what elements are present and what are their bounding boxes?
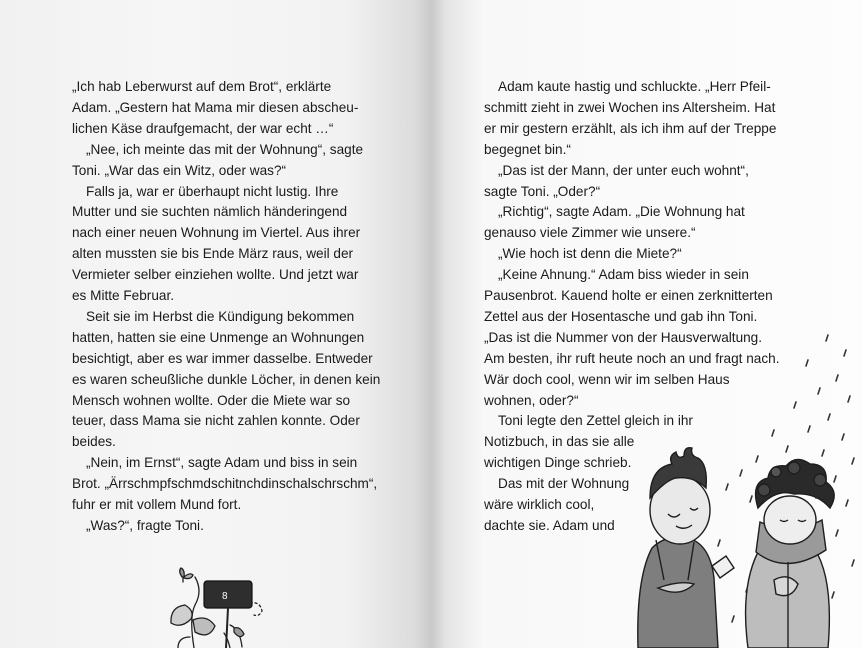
text-line: schmitt zieht in zwei Wochen ins Altersheim. Hat (484, 99, 776, 115)
page-number: 8 (222, 591, 228, 602)
text-line: alten mussten sie bis Ende März raus, weil der (72, 246, 354, 262)
text-line: teuer, dass Mama sie nicht zahlen konnte. Oder (72, 413, 360, 429)
text-line: begegnet bin.“ (484, 141, 571, 157)
text-line: „Was?“, fragte Toni. (86, 517, 204, 533)
page-number-sign (204, 581, 252, 608)
text-line: er mir gestern erzählt, als ich ihm auf der Treppe (484, 120, 777, 136)
text-line: Brot. „Ärrschmpfschmdschitnchdinschalschrschm“, (72, 476, 378, 492)
text-line: Pausenbrot. Kauend holte er einen zerknitterten (484, 288, 773, 303)
adam-toni-rain-illustration (598, 330, 863, 648)
text-line: hatten, hatten sie eine Unmenge an Wohnungen (72, 329, 365, 345)
text-line: Am besten, ihr ruft heute noch an und fragt nach. (484, 350, 780, 366)
text-line: wohnen, oder?“ (484, 392, 579, 408)
adam-figure (638, 448, 734, 648)
text-line: Falls ja, war er überhaupt nicht lustig. Ihre (86, 183, 339, 199)
text-line: „Richtig“, sagte Adam. „Die Wohnung hat (498, 204, 745, 220)
text-line: Vermieter selber einziehen wollte. Und jetzt war (72, 267, 359, 283)
text-line: Toni legte den Zettel gleich in ihr (498, 413, 693, 429)
text-line: Das mit der Wohnung (498, 476, 630, 492)
text-line: genauso viele Zimmer wie unsere.“ (484, 225, 696, 241)
text-line: Mensch wohnen wollte. Oder die Miete war so (72, 392, 351, 408)
text-line: „Wie hoch ist denn die Miete?“ (498, 246, 682, 262)
text-line: dachte sie. Adam und (484, 517, 615, 533)
text-line: Wär doch cool, wenn wir im selben Haus (484, 371, 730, 387)
text-line: Adam kaute hastig und schluckte. „Herr Pfeil- (498, 79, 771, 94)
text-line: wichtigen Dinge schrieb. (484, 455, 632, 471)
text-line: „Nee, ich meinte das mit der Wohnung“, sagte (86, 141, 364, 157)
text-line: „Das ist der Mann, der unter euch wohnt“, (498, 162, 749, 178)
text-line: Seit sie im Herbst die Kündigung bekommen (86, 308, 355, 324)
text-line: sagte Toni. „Oder?“ (484, 183, 601, 199)
text-line: „Keine Ahnung.“ Adam biss wieder in sein (498, 267, 749, 283)
text-line: „Nein, im Ernst“, sagte Adam und biss in sein (86, 455, 358, 471)
text-line: beides. (72, 434, 116, 450)
plant-sign-illustration (160, 565, 280, 648)
text-line: Zettel aus der Hosentasche und gab ihn Toni. (484, 308, 758, 324)
text-line: Toni. „War das ein Witz, oder was?“ (72, 162, 287, 178)
text-line: Mutter und sie suchten nämlich händeringend (72, 204, 348, 220)
text-line: fuhr er mit vollem Mund fort. (72, 497, 242, 512)
text-line: besichtigt, aber es war immer dasselbe. Entweder (72, 350, 373, 366)
text-line: „Das ist die Nummer von der Hausverwaltung. (484, 329, 763, 345)
text-line: es waren scheußliche dunkle Löcher, in denen kein (72, 371, 381, 387)
text-line: es Mitte Februar. (72, 288, 174, 303)
text-line: lichen Käse draufgemacht, der war echt …“ (72, 120, 334, 136)
toni-figure (746, 459, 835, 648)
text-line: Notizbuch, in das sie alle (484, 434, 635, 450)
text-line: wäre wirklich cool, (484, 497, 595, 512)
text-line: nach einer neuen Wohnung im Viertel. Aus ihrer (72, 225, 361, 241)
text-line: Adam. „Gestern hat Mama mir diesen abscheu- (72, 99, 359, 115)
text-line: „Ich hab Leberwurst auf dem Brot“, erklärte (72, 79, 332, 94)
